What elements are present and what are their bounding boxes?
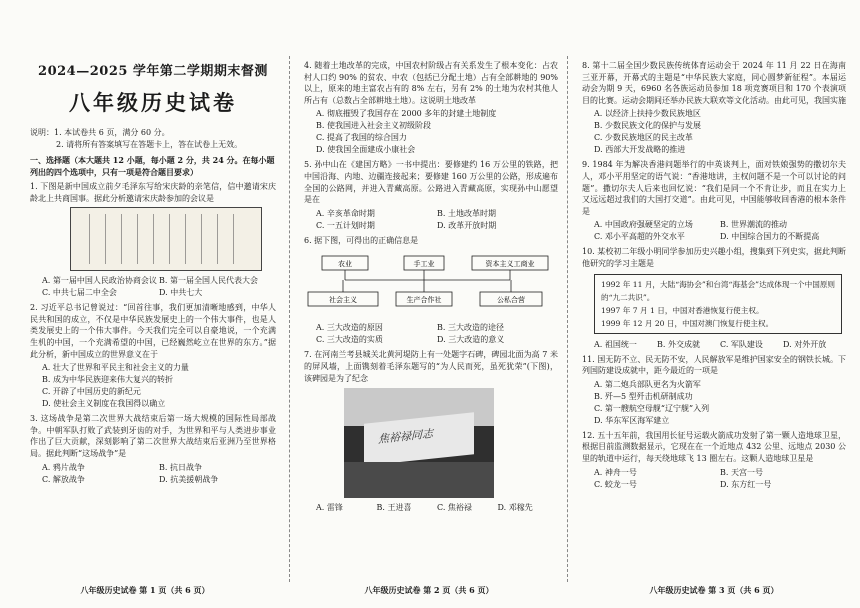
page-footer: 八年级历史试卷 第 2 页（共 6 页） [364,585,494,595]
option: D. 改革开放时期 [437,220,497,230]
option: D. 西部大开发战略的推进 [594,145,686,155]
question-12-options [594,467,846,491]
question-10-options [594,339,846,351]
option: C. 一五计划时期 [316,220,375,230]
option: D. 华东军区海军建立 [594,415,670,425]
option: A. 彻底摧毁了我国存在 2000 多年的封建土地制度 [316,109,497,119]
page-footer: 八年级历史试卷 第 1 页（共 6 页） [80,585,210,595]
option: A. 中国政府强硬坚定的立场 [594,220,693,230]
option: A. 以经济上扶持少数民族地区 [594,109,701,119]
question-5-options [316,208,558,232]
page-footer: 八年级历史试卷 第 3 页（共 6 页） [649,585,779,595]
question-2-options [42,362,276,410]
exam-term: 2024—2025 学年第二学期期末督测 [38,64,268,79]
page-1-column [0,0,290,608]
question-7-options [316,502,558,514]
option: A. 祖国统一 [594,339,637,349]
option: D. 中国综合国力的不断提高 [720,232,820,242]
option: A. 神舟一号 [594,467,637,477]
option: C. 中共七届二中全会 [42,288,117,298]
option: B. 三大改造的途径 [437,323,504,333]
question-6: 6. 据下图，可得出的正确信息是 [304,235,419,245]
question-8-options [594,108,846,156]
option: B. 王进喜 [376,503,412,513]
option: C. 开辟了中国历史的新纪元 [42,387,141,397]
option: C. 少数民族地区的民主改革 [594,133,693,143]
option: A. 辛亥革命时期 [316,208,375,218]
option: A. 第一届中国人民政治协商会议 [42,276,157,286]
question-3-options [42,462,276,486]
option: B. 世界潮流的推动 [720,220,787,230]
option: D. 对外开放 [783,339,827,349]
option: C. 解放战争 [42,474,85,484]
question-6-options [316,322,558,346]
memorial-inscription: 焦裕禄同志 [378,427,433,447]
option: A. 雷锋 [316,503,343,513]
question-9: 9. 1984 年为解决香港问题举行的中英谈判上，面对铁娘强势的撒切尔夫人，邓小平用坚定的语气说：“香港地讲，主权问题不是一个可以讨论的问题”。撒切尔夫人后来也回忆说：“我们是同一个不肯让步，而且在实力上又远远超过我们的大国打交道”。由此可见，中国能够收回香港的根本条件是 [582,160,846,216]
option: C. 蛟龙一号 [594,479,637,489]
option: B. 外交成就 [657,339,700,349]
flow-box-agriculture: 农业 [338,260,352,269]
question-11: 11. 国无防不立、民无防不安，人民解放军是维护国家安全的钢铁长城。下列国防建设成就中，距今最近的一项是 [582,354,846,376]
option: B. 第一届全国人民代表大会 [159,276,258,286]
option: B. 天宫一号 [720,467,763,477]
option: D. 抗美援朝战争 [159,474,219,484]
note-line: 说明：1. 本试卷共 6 页，满分 60 分。 [30,128,170,137]
question-5: 5. 孙中山在《建国方略》一书中提出：要修建约 16 万公里的铁路，把中国沿海、内地、边疆连接起来；要修建 160 万公里的公路，形成遍布全国的公路网，并进入青藏高原。公路进入青藏高原，实现孙中山愿望是在 [304,160,558,205]
option: B. 抗日战争 [159,462,202,472]
note-line: 2. 请将所有答案填写在答题卡上，答在试卷上无效。 [56,140,243,149]
option: C. 邓小平高超的外交水平 [594,232,685,242]
option: C. 焦裕禄 [437,503,472,513]
page-2-column [290,0,568,608]
question-9-options [594,219,846,243]
question-7: 7. 在河南兰考县城关北黄河堤防上有一处题字石碑，碑园北面为高 7 米的屏风墙，上面镌刻着毛泽东题写的“为人民而死，虽死犹荣”(下图)，该碑园是为了纪念 [304,350,558,383]
option: B. 土地改革时期 [437,208,496,218]
section-heading: 一、选择题（本大题共 12 小题，每小题 2 分，共 24 分。在每小题列出的四个选项中，只有一项是符合题目要求） [30,155,275,177]
question-8: 8. 第十二届全国少数民族传统体育运动会于 2024 年 11 月 22 日在海南三亚开幕，开幕式的主题是“中华民族大家庭，同心圆梦新征程”。本届运动会为期 9 天，6960 名各族运动员参加 18 项竞赛项目和 170 个表演项目的比赛。运动会期间还举办民族大联欢等文化活动。由此可见，我国实施 [582,61,846,105]
option: D. 使社会主义制度在我国得以确立 [42,399,166,409]
option: A. 鸦片战争 [42,462,85,472]
question-12: 12. 五十五年前，我国用长征号运载火箭成功发射了第一颗人造地球卫星，根据目前监测数据显示，它现在在一个近地点 432 公里、远地点 2030 公里的轨道中运行，每天绕地球飞 13 圈左右。这颗人造地球卫星是 [582,430,846,463]
question-11-options [594,379,846,427]
option: C. 三大改造的实质 [316,335,383,345]
option: D. 邓稼先 [497,503,533,513]
source-material-box [594,274,842,334]
handwritten-letter-image [70,207,262,271]
option: B. 少数民族文化的保护与发展 [594,121,701,131]
flow-box-handicraft: 手工业 [413,260,435,269]
exam-title: 八年级历史试卷 [69,90,237,115]
option: C. 第一艘航空母舰“辽宁舰”入列 [594,403,710,413]
flow-box-capitalist: 资本主义工商业 [485,260,535,269]
option: B. 成为中华民族迎来伟大复兴的转折 [42,375,173,385]
option: A. 三大改造的原因 [316,323,383,333]
memorial-photo [344,388,494,498]
question-2: 2. 习近平总书记曾说过：“回首往事，我们更加清晰地感到，中华人民共和国的成立，不仅是中华民族发展史上的一个伟大事件，也是人类发展史上的一个伟大事件。今天我们完全可以自豪地说，一个充满生机的中国，一个充满希望的中国，已经巍然屹立在世界的东方。”据此分析，新中国成立的世界意义在于 [30,303,276,359]
option: D. 使我国全面建成小康社会 [316,145,416,155]
source-line: 1999 年 12 月 20 日，中国对澳门恢复行使主权。 [601,318,774,328]
flow-box-socialism: 社会主义 [329,296,357,305]
option: C. 提高了我国的综合国力 [316,133,407,143]
option: D. 东方红一号 [720,479,772,489]
flow-box-joint-venture: 公私合营 [497,296,525,305]
option: C. 军队建设 [720,339,763,349]
question-1: 1. 下图是新中国成立前夕毛泽东写给宋庆龄的亲笔信，信中邀请宋庆龄北上共商国事。据此分析邀请宋庆龄参加的会议是 [30,182,276,203]
source-line: 1997 年 7 月 1 日，中国对香港恢复行使主权。 [601,305,764,315]
question-3: 3. 这场战争是第二次世界大战结束后第一场大规模的国际性局部战争。中朝军队打败了武装到牙齿的对手，为世界和平与人类进步事业作出了巨大贡献，深刻影响了第二次世界大战结束后亚洲乃至世界格局。据此判断“这场战争”是 [30,414,276,458]
option: B. 歼—5 型歼击机研制成功 [594,391,693,401]
question-1-options [42,275,276,299]
question-10: 10. 某校初二年级小明同学参加历史兴趣小组，搜集到下列史实，据此判断他研究的学习主题是 [582,247,846,268]
question-4: 4. 随着土地改革的完成，中国农村阶级占有关系发生了根本变化：占农村人口约 90% 的贫农、中农（包括已分配土地）占有全部耕地的 90% 以上，原来的地主富农占有的 8% 左右，另有 2% 的土地为农村其他人所占有（总数占全部耕地土地）。这说明土地改革 [304,61,558,105]
option: B. 使我国进入社会主义初级阶段 [316,121,431,131]
question-4-options [316,108,558,156]
option: D. 中共七大 [159,288,203,298]
option: A. 壮大了世界和平民主和社会主义的力量 [42,363,189,373]
option: D. 三大改造的意义 [437,335,505,345]
flow-box-cooperative: 生产合作社 [406,296,442,305]
source-line: 1992 年 11 月，大陆“海协会”和台湾“海基会”达成体现一个中国原则的“九二共识”。 [601,279,836,302]
option: A. 第二炮兵部队更名为火箭军 [594,379,701,389]
page-3-column [568,0,860,608]
transformation-flowchart [304,252,554,312]
